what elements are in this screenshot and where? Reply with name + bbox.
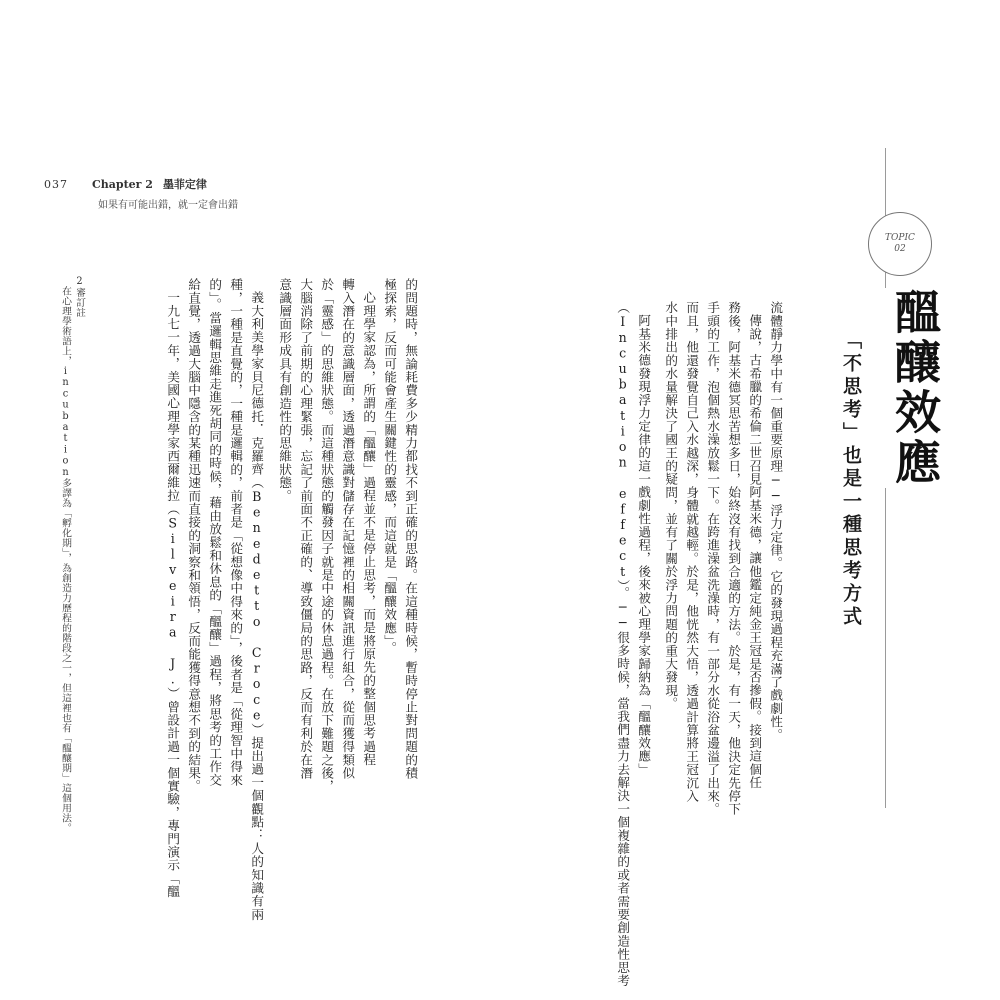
body-column: 給直覺，透過大腦中隱含的某種迅速而直接的洞察和領悟，反而能獲得意想不到的結果。: [186, 278, 202, 793]
topic-label: TOPIC: [885, 233, 915, 243]
body-column: 轉入潛在的意識層面，透過潛意識對儲存在記憶裡的相關資訊進行組合，從而獲得類似: [340, 278, 356, 780]
body-column: 流體靜力學中有一個重要原理──浮力定律。它的發現過程充滿了戲劇性。: [768, 301, 784, 742]
body-column: 心理學家認為，所謂的「醞釀」過程並不是停止思考，而是將原先的整個思考過程: [361, 291, 377, 767]
topic-title: 醞釀效應: [882, 288, 948, 488]
topic-number: 02: [894, 244, 906, 254]
chapter-title: 墨菲定律: [162, 178, 207, 191]
body-column: 的」。當邏輯思維走進死胡同的時候，藉由放鬆和休息的「醞釀」過程，將思考的工作交: [207, 278, 223, 787]
footnote-label: 審訂註: [74, 287, 85, 318]
body-column: 務後，阿基米德冥思苦想多日，始終沒有找到合適的方法。於是，有一天，他決定先停下: [726, 301, 742, 816]
body-column: 水中排出的水量解決了國王的疑問，並有了關於浮力問題的重大發現。: [663, 301, 679, 711]
running-header: [44, 176, 238, 211]
chapter-subtitle: 如果有可能出錯，就一定會出錯: [98, 200, 238, 211]
body-column: 義大利美學家貝尼德托．克羅齊（Benedetto Croce）提出過一個觀點：人的知識有兩: [249, 291, 265, 921]
body-column: 一九七一年，美國心理學家西爾維拉（Silveira J.）曾設計過一個實驗，專門演示「醞: [165, 291, 181, 899]
topic-badge: [868, 212, 932, 276]
body-column: 的問題時，無論耗費多少精力都找不到正確的思路。在這種時候，暫時停止對問題的積: [403, 278, 419, 780]
footnote: [72, 276, 86, 746]
body-column: 種，一種是直覺的，一種是邏輯的，前者是「從想像中得來的」，後者是「從理智中得來: [228, 278, 244, 787]
footnote-text: 在心理學術語上，incubation多譯為「孵化期」，為創造力歷程的階段之一，但這裡也有「醞釀期」這個用法。: [60, 286, 71, 834]
body-column: （Incubation effect）。──很多時候，當我們盡力去解決一個複雜的或者需要創造性思考: [615, 301, 631, 988]
body-column: 手頭的工作，泡個熱水澡放鬆一下。在跨進澡盆洗澡時，有一部分水從浴盆邊溢了出來。: [705, 301, 721, 816]
body-column: 意識層面形成具有創造性的思維狀態。: [277, 278, 293, 503]
body-column: 於「靈感」的思維狀態。而這種狀態的觸發因子就是中途的休息過程。在放下難題之後，: [319, 278, 335, 793]
chapter-label: Chapter 2: [92, 178, 153, 191]
footnote-marker: 2: [74, 276, 85, 288]
body-column: 而且，他還發覺自己入水越深，身體就越輕。於是，他恍然大悟，透過計算將王冠沉入: [684, 301, 700, 803]
topic-subtitle: 「不思考」也是一種思考方式: [840, 330, 862, 629]
body-column: 傳說，古希臘的希倫二世召見阿基米德，讓他鑑定純金王冠是否摻假。接到這個任: [747, 314, 763, 790]
body-column: 大腦消除了前期的心理緊張，忘記了前面不正確的、導致僵局的思路，反而有利於在潛: [298, 278, 314, 780]
body-column: 極探索，反而可能會產生關鍵性的靈感，而這就是「醞釀效應」。: [382, 278, 398, 655]
page-number: 037: [44, 178, 68, 191]
body-column: 阿基米德發現浮力定律的這一戲劇性過程，後來被心理學家歸納為「醞釀效應」: [636, 314, 652, 776]
